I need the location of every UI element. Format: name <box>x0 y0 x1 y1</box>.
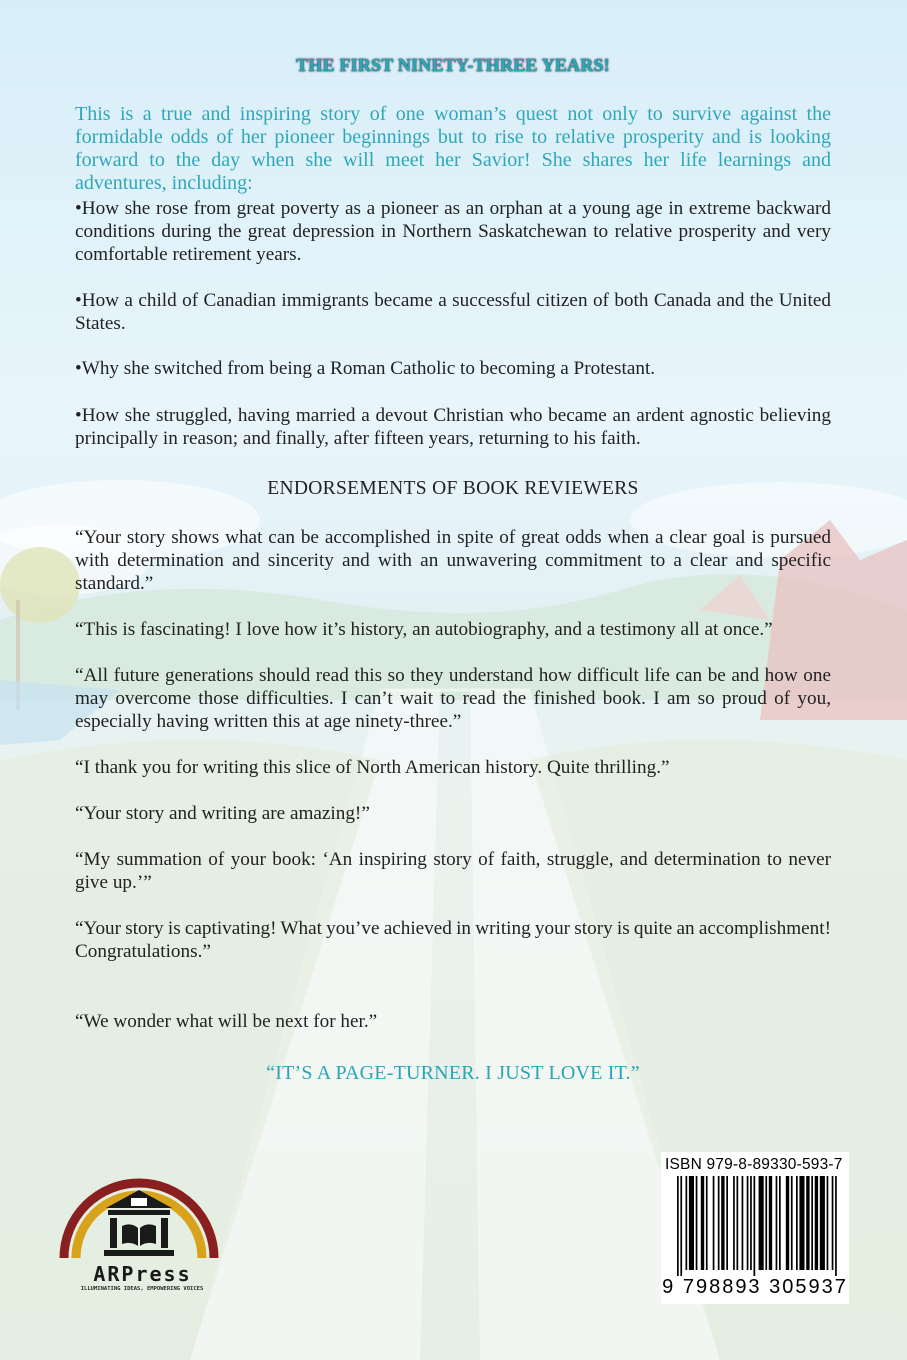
barcode-bar <box>706 1176 708 1270</box>
bullet-item: •How a child of Canadian immigrants became a successful citizen of both Canada and the United States. <box>75 290 831 334</box>
bullet-item: •How she struggled, having married a devout Christian who became an ardent agnostic believing principally in reason; and finally, after fifteen years, returning to his faith. <box>75 405 831 449</box>
barcode-bar <box>811 1176 813 1270</box>
barcode-bar <box>677 1176 679 1276</box>
isbn-digits: 9 798893 305937 <box>662 1276 848 1298</box>
barcode-bar <box>806 1176 809 1270</box>
intro-paragraph: This is a true and inspiring story of one woman’s quest not only to survive against the formidable odds of her pioneer beginnings but to rise to relative prosperity and is looking forward to the day when she will meet her Savior! She shares her life learnings and adventures, including: <box>75 103 831 194</box>
barcode-bar <box>696 1176 698 1270</box>
barcode-bar <box>733 1176 735 1270</box>
barcode-bar <box>827 1176 829 1270</box>
endorsements-heading: ENDORSEMENTS OF BOOK REVIEWERS <box>267 478 639 499</box>
barcode-bar <box>776 1176 778 1270</box>
endorsement-quote: “Your story is captivating! What you’ve achieved in writing your story is quite an accomplishment! Congratulations.” <box>75 918 831 962</box>
barcode-bar <box>791 1176 793 1270</box>
barcode-bar <box>718 1176 720 1270</box>
barcode-bar <box>713 1176 715 1270</box>
publisher-tagline: ILLUMINATING IDEAS, EMPOWERING VOICES <box>80 1286 204 1292</box>
endorsement-quote: “My summation of your book: ‘An inspiring story of faith, struggle, and determination to never give up.’” <box>75 849 831 893</box>
barcode-bar <box>726 1176 728 1270</box>
barcode-bar <box>769 1176 772 1270</box>
barcode-bar <box>742 1176 744 1270</box>
bullet-item: •Why she switched from being a Roman Catholic to becoming a Protestant. <box>75 358 656 379</box>
barcode-bar <box>799 1176 804 1270</box>
isbn-label: ISBN 979-8-89330-593-7 <box>665 1156 843 1173</box>
barcode-bar <box>835 1176 837 1276</box>
barcode-bars <box>661 1176 849 1280</box>
barcode-bar <box>747 1176 749 1270</box>
endorsement-quote: “Your story shows what can be accomplished in spite of great odds when a clear goal is pursued with determination and sincerity and with an unwavering commitment to a clear and specific standard.” <box>75 527 831 594</box>
endorsement-quote: “Your story and writing are amazing!” <box>75 803 370 824</box>
endorsement-quote: “We wonder what will be next for her.” <box>75 1011 378 1032</box>
endorsement-quote: “All future generations should read this so they understand how difficult life can be and how one may overcome those difficulties. I can’t wait to read the finished book. I am so proud of you, especially having written this at age ninety-three.” <box>75 665 831 732</box>
barcode-bar <box>686 1176 688 1270</box>
barcode-bar <box>765 1176 767 1270</box>
barcode-bar <box>737 1176 739 1270</box>
barcode-bar <box>832 1176 834 1270</box>
barcode-bar <box>779 1176 781 1270</box>
barcode-bar <box>759 1176 764 1270</box>
closing-tagline: “IT’S A PAGE-TURNER. I JUST LOVE IT.” <box>266 1062 640 1084</box>
publisher-name: ARPress <box>93 1262 192 1286</box>
barcode-bar <box>680 1176 682 1276</box>
book-title: THE FIRST NINETY-THREE YEARS! <box>296 55 610 75</box>
barcode-bar <box>796 1176 798 1270</box>
barcode-bar <box>786 1176 789 1270</box>
barcode-bar <box>750 1176 752 1270</box>
barcode-bar <box>815 1176 818 1270</box>
barcode-bar <box>721 1176 724 1270</box>
barcode-bar <box>701 1176 704 1270</box>
endorsement-quote: “This is fascinating! I love how it’s history, an autobiography, and a testimony all at once.” <box>75 619 773 640</box>
isbn-barcode <box>661 1152 849 1304</box>
barcode-bar <box>689 1176 694 1270</box>
endorsement-quote: “I thank you for writing this slice of North American history. Quite thrilling.” <box>75 757 670 778</box>
barcode-bar <box>820 1176 825 1270</box>
bullet-item: •How she rose from great poverty as a pioneer as an orphan at a young age in extreme backward conditions during the great depression in Northern Saskatchewan to relative prosperity and very comfortable retirement years. <box>75 198 831 265</box>
barcode-bar <box>754 1176 756 1276</box>
